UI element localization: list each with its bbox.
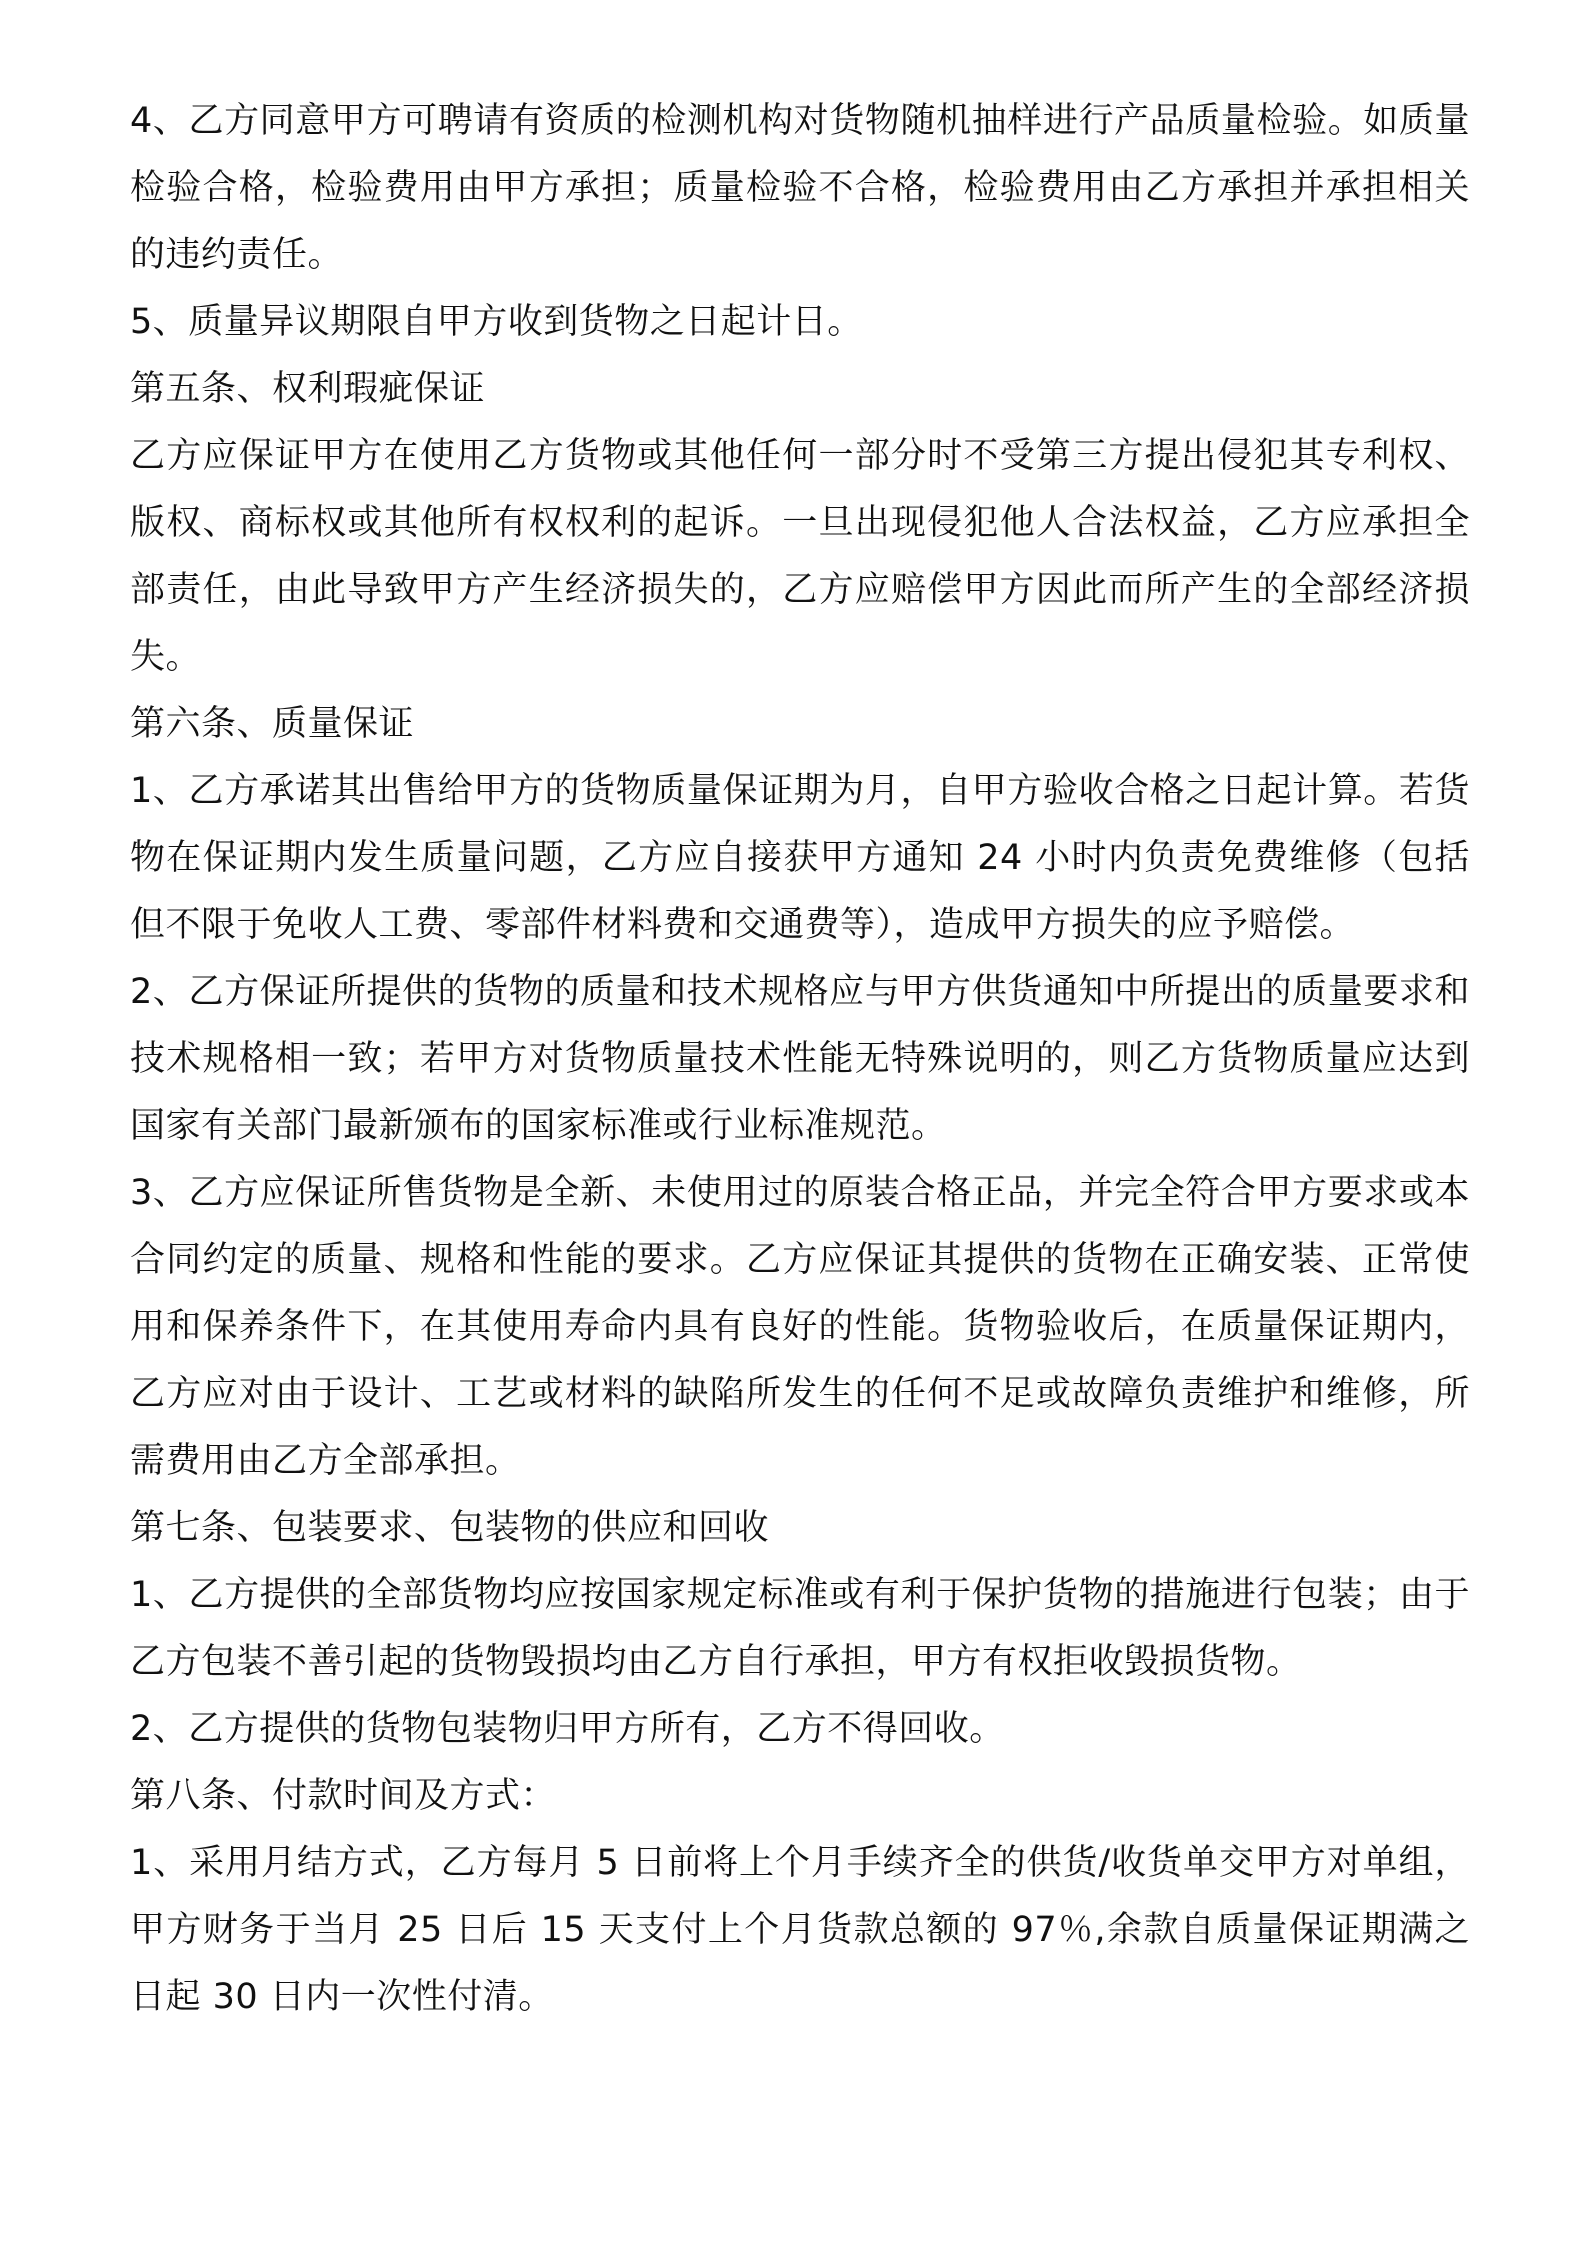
article-6-clause-3: 3、乙方应保证所售货物是全新、未使用过的原装合格正品，并完全符合甲方要求或本合同约定的质量、规格和性能的要求。乙方应保证其提供的货物在正确安装、正常使用和保养条件下，在其使用寿命内具有良好的性能。货物验收后，在质量保证期内，乙方应对由于设计、工艺或材料的缺陷所发生的任何不足或故障负责维护和维修，所需费用由乙方全部承担。 <box>130 1173 1470 1481</box>
document-body <box>130 88 1470 2031</box>
article-6-clause-1: 1、乙方承诺其出售给甲方的货物质量保证期为月，自甲方验收合格之日起计算。若货物在保证期内发生质量问题，乙方应自接获甲方通知 24 小时内负责免费维修（包括但不限于免收人工费、零部件材料费和交通费等），造成甲方损失的应予赔偿。 <box>130 771 1470 945</box>
article-8-clause-1: 1、采用月结方式，乙方每月 5 日前将上个月手续齐全的供货/收货单交甲方对单组，甲方财务于当月 25 日后 15 天支付上个月货款总额的 97％,余款自质量保证期满之日起 30 日内一次性付清。 <box>130 1843 1470 2017</box>
clause-5-objection-period: 5、质量异议期限自甲方收到货物之日起计日。 <box>130 302 863 342</box>
article-6-heading: 第六条、质量保证 <box>130 704 415 744</box>
article-7-clause-1: 1、乙方提供的全部货物均应按国家规定标准或有利于保护货物的措施进行包装；由于乙方包装不善引起的货物毁损均由乙方自行承担，甲方有权拒收毁损货物。 <box>130 1575 1470 1682</box>
article-5-body: 乙方应保证甲方在使用乙方货物或其他任何一部分时不受第三方提出侵犯其专利权、版权、商标权或其他所有权权利的起诉。一旦出现侵犯他人合法权益，乙方应承担全部责任，由此导致甲方产生经济损失的，乙方应赔偿甲方因此而所产生的全部经济损失。 <box>130 436 1470 677</box>
article-6-clause-2: 2、乙方保证所提供的货物的质量和技术规格应与甲方供货通知中所提出的质量要求和技术规格相一致；若甲方对货物质量技术性能无特殊说明的，则乙方货物质量应达到国家有关部门最新颁布的国家标准或行业标准规范。 <box>130 972 1470 1146</box>
article-7-heading: 第七条、包装要求、包装物的供应和回收 <box>130 1508 770 1548</box>
article-5-heading: 第五条、权利瑕疵保证 <box>130 369 486 409</box>
clause-4-quality-inspection: 4、乙方同意甲方可聘请有资质的检测机构对货物随机抽样进行产品质量检验。如质量检验合格，检验费用由甲方承担；质量检验不合格，检验费用由乙方承担并承担相关的违约责任。 <box>130 101 1470 275</box>
article-7-clause-2: 2、乙方提供的货物包装物归甲方所有，乙方不得回收。 <box>130 1709 1005 1749</box>
article-8-heading: 第八条、付款时间及方式： <box>130 1776 557 1816</box>
